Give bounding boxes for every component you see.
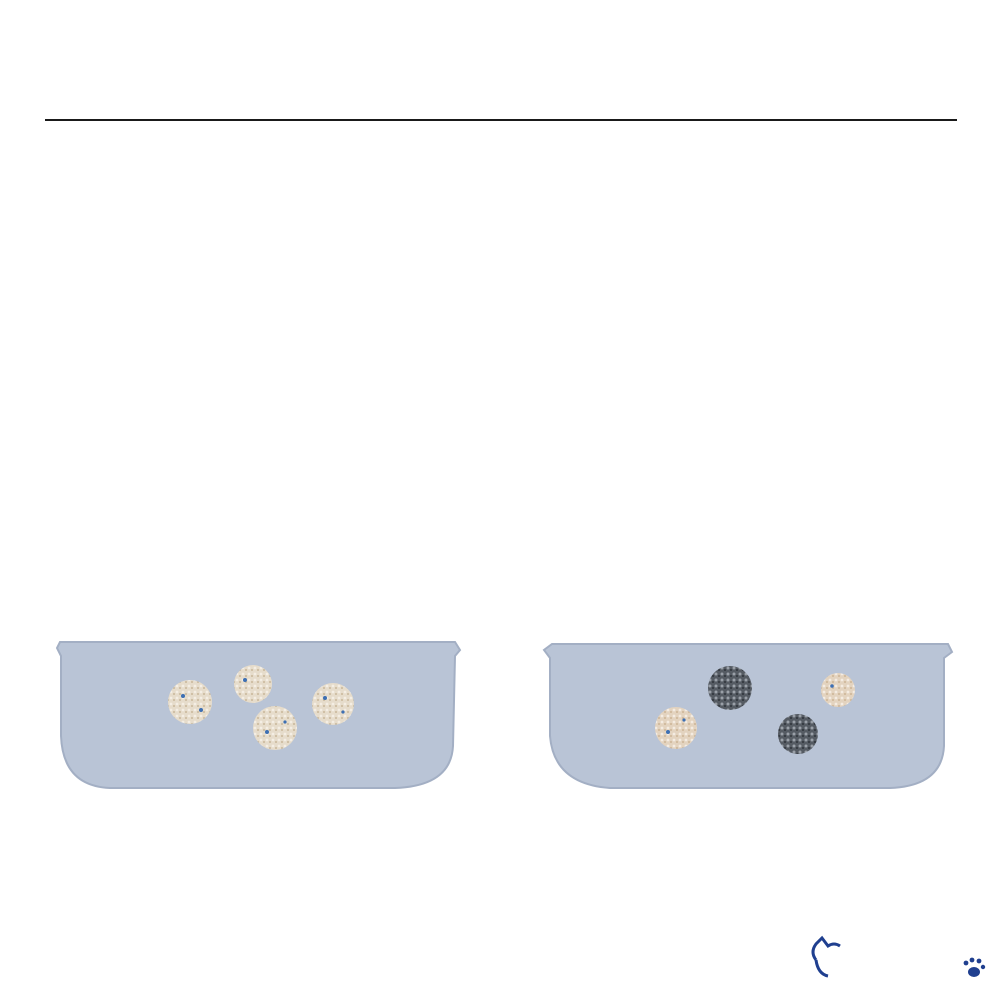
smart-pets-logo (806, 930, 986, 992)
title-divider (45, 119, 957, 121)
long-wing-filter-image (540, 636, 960, 796)
paw-icon (964, 958, 986, 977)
wide-angle-filter-image (55, 636, 465, 796)
